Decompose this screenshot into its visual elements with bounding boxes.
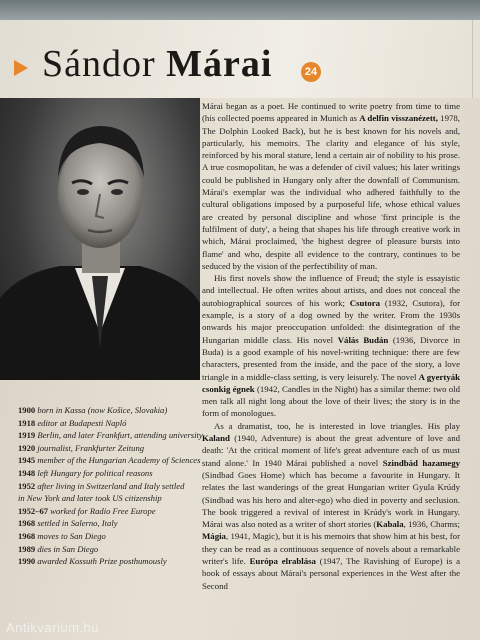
- author-first-name: Sándor: [42, 43, 167, 85]
- portrait-illustration: [0, 98, 200, 380]
- timeline-entry: 1990 awarded Kossuth Prize posthumously: [18, 556, 167, 567]
- page-top-shadow: [0, 0, 480, 20]
- timeline-entry: 1918 editor at Budapesti Napló: [18, 417, 127, 428]
- biography-timeline: [18, 404, 208, 568]
- timeline-entry: 1919 Berlin, and later Frankfurt, attending university: [18, 430, 203, 441]
- article-paragraph: His first novels show the influence of Freud; the style is essayistic and intellectual. He often writes about artists, and does not conceal the autobiographical sources of his work; Csutora (1932, Csutora), for example, is a story of a dog owned by the writer. From the 1930s onwards his major preoccupation unfolded: the disintegration of the Hungarian middle class. His novel Válás Budán (1936, Divorce in Buda) is a good example of his novel-writing technique: there are few characters, presented from the inside, and the pace of the story, a love triangle in a middle-class setting, is very leisurely. The novel A gyertyák csonkig égnek (1942, Candles in the Night) has a similar theme: two old men talk all night long about the love of their lives; the story is in the form of monologues.: [202, 273, 461, 419]
- author-portrait-photo: [0, 98, 200, 380]
- watermark-text: Antikvarium.hu: [6, 620, 99, 635]
- timeline-entry: 1968 settled in Salerno, Italy: [18, 518, 118, 529]
- page-title: [42, 42, 272, 86]
- timeline-entry: 1968 moves to San Diego: [18, 530, 106, 541]
- timeline-entry: 1952–67 worked for Radio Free Europe: [18, 505, 156, 516]
- timeline-entry: in New York and later took US citizenship: [18, 493, 162, 504]
- timeline-entry: 1948 left Hungary for political reasons: [18, 467, 153, 478]
- article-paragraph: Márai began as a poet. He continued to write poetry from time to time (his collected poems appeared in Munich as A delfin visszanézett, 1978, The Dolphin Looked Back), but he is best known for his novels and, particularly, his memoirs. The clarity and elegance of his style, reinforced by his moral stature, lend a certain air of nobility to his prose. A true cosmopolitan, he was a defender of civil values; his later writings could be published in Hungary only after the downfall of Communism. Márai's exemplar was the individual who adhered faithfully to the cultural obligations imposed by a purposeful life, whose ethical values are created by personal discipline and whose 'first principle is the fulfilment of duty', a being that shapes his life through creative work in which, Márai proclaimed, 'the highest degree of pleasure bursts into flame' and who, despite all evidence to the contrary, continues to be seduced by the vision of the perfectibility of man.: [202, 101, 460, 271]
- timeline-entry: 1900 born in Kassa (now Košice, Slovakia): [18, 405, 168, 415]
- author-last-name: Márai: [166, 43, 273, 85]
- timeline-entry: 1952 after living in Switzerland and Italy settled: [18, 480, 185, 491]
- timeline-entry: 1920 journalist, Frankfurter Zeitung: [18, 442, 145, 453]
- article-body: [202, 100, 460, 592]
- page-number-badge: 24: [301, 62, 321, 82]
- timeline-entry: 1945 member of the Hungarian Academy of Sciences: [18, 455, 201, 466]
- timeline-entry: 1989 dies in San Diego: [18, 543, 99, 554]
- orange-arrow-icon: [14, 60, 28, 76]
- article-paragraph: As a dramatist, too, he is interested in love triangles. His play Kaland (1940, Adventure) is about the great adventure of love and death: 'At the critical moment of life's great adventure each of us must stand alone.' In 1940 Márai published a novel Szindbád hazamegy (Sindbad Goes Home) which has become a favourite in Hungary. It relates the last wanderings of the great Hungarian writer Gyula Krúdy (Sindbad was his hero and alter-ego) who died in poverty and seclusion. The book triggered a revival of interest in Krúdy's work in Hungary. Márai was also noted as a writer of short stories (Kabala, 1936, Charms; Mágia, 1941, Magic), but it is his memoirs that show him at his best, for they can be read as a continuous sequence of novels about a remarkable writer's life. Európa elrablása (1947, The Ravishing of Europe) is a book of essays about Márai's personal experiences in the West after the Second: [202, 420, 461, 591]
